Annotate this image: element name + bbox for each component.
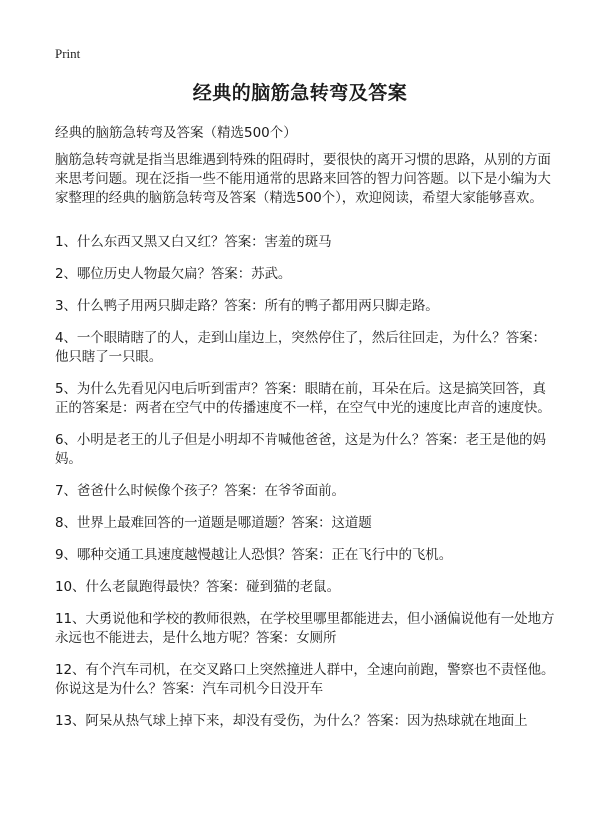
qa-item-8: 8、世界上最难回答的一道题是哪道题？答案：这道题 [55, 515, 372, 531]
qa-item-12: 12、有个汽车司机，在交叉路口上突然撞进人群中，全速向前跑，警察也不责怪他。你说这是为什么？答案：汽车司机今日没开车 [55, 662, 555, 697]
qa-item-6: 6、小明是老王的儿子但是小明却不肯喊他爸爸，这是为什么？答案：老王是他的妈妈。 [55, 432, 546, 467]
page-title: 经典的脑筋急转弯及答案 [192, 82, 408, 104]
qa-item-13: 13、阿呆从热气球上掉下来，却没有受伤，为什么？答案：因为热球就在地面上 [55, 713, 528, 729]
qa-item-9: 9、哪种交通工具速度越慢越让人恐惧？答案：正在飞行中的飞机。 [55, 547, 453, 563]
intro-paragraph: 脑筋急转弯就是指当思维遇到特殊的阻碍时，要很快的离开习惯的思路，从别的方面来思考问题。现在泛指一些不能用通常的思路来回答的智力问答题。以下是小编为大家整理的经典的脑筋急转弯及答案（精选500个），欢迎阅读，希望大家能够喜欢。 [55, 152, 551, 206]
print-link[interactable]: Print [55, 46, 81, 61]
page-subtitle: 经典的脑筋急转弯及答案（精选500个） [55, 125, 297, 141]
qa-item-4: 4、一个眼睛瞎了的人，走到山崖边上，突然停住了，然后往回走，为什么？答案：他只瞎了一只眼。 [55, 330, 546, 365]
qa-item-10: 10、什么老鼠跑得最快？答案：碰到猫的老鼠。 [55, 579, 340, 595]
qa-item-7: 7、爸爸什么时候像个孩子？答案：在爷爷面前。 [55, 483, 345, 499]
qa-item-11: 11、大勇说他和学校的教师很熟，在学校里哪里都能进去，但小涵偏说他有一处地方永远也不能进去，是什么地方呢？答案：女厕所 [55, 611, 555, 646]
qa-item-5: 5、为什么先看见闪电后听到雷声？答案：眼睛在前，耳朵在后。这是搞笑回答，真正的答案是：两者在空气中的传播速度不一样，在空气中光的速度比声音的速度快。 [55, 381, 551, 416]
qa-list [55, 233, 555, 744]
qa-item-2: 2、哪位历史人物最欠扁？答案：苏武。 [55, 266, 292, 282]
qa-item-1: 1、什么东西又黑又白又红？答案：害羞的斑马 [55, 234, 332, 250]
qa-item-3: 3、什么鸭子用两只脚走路？答案：所有的鸭子都用两只脚走路。 [55, 298, 439, 314]
